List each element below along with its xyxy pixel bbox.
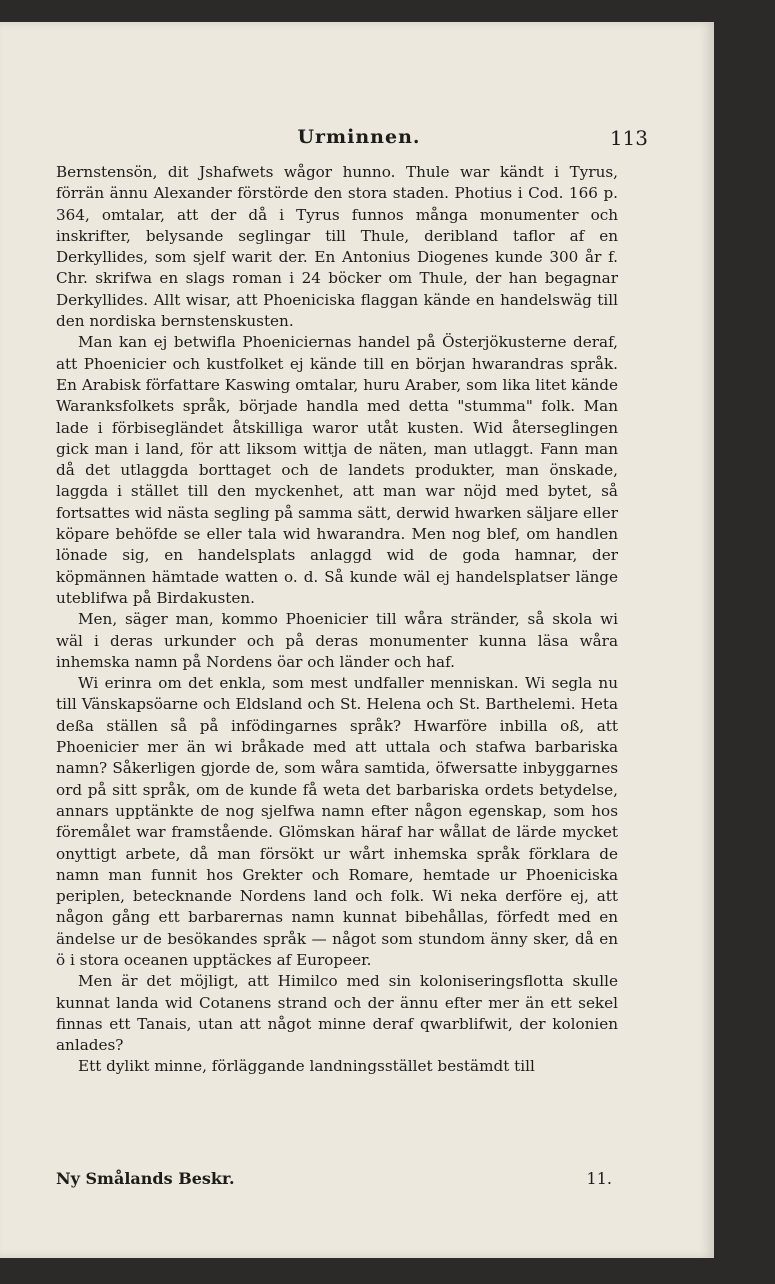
page-number: 113 [609,126,648,150]
paragraph-5: Men är det möjligt, att Himilco med sin koloniseringsflotta skulle kunnat landa wid Cotanens strand och der ännu efter mer än ett sekel finnas ett Tanais, utan att något minne deraf qwarblifwit, der kolonien anlades? [56,972,618,1055]
paragraph-2: Man kan ej betwifla Phoeniciernas handel på Österjökusterne deraf, att Phoenicier och kustfolket ej kände till en början hwarandras språk. En Arabisk författare Kaswing omtalar, huru Araber, som lika litet kände Waranksfolkets språk, började handla med detta "stumma" folk. Man lade i förbisegländet åtskilliga waror utåt kusten. Wid återseglingen gick man i land, för att liksom wittja de näten, man utlaggt. Fann man då det utlaggda borttaget och de landets produkter, man önskade, laggda i stället till den myckenhet, att man war nöjd med bytet, så fortsattes wid nästa segling på samma sätt, derwid hwarken säljare eller köpare behöfde se eller tala wid hwarandra. Men nog blef, om handlen lönade sig, en handelsplats anlaggd wid de goda hamnar, der köpmännen hämtade watten o. d. Så kunde wäl ej handelsplatser länge uteblifwa på Birdakusten. [56,333,618,607]
book-page [0,22,714,1258]
paragraph-6: Ett dylikt minne, förläggande landningsstället bestämdt till [78,1057,535,1076]
printer-signature: Ny Smålands Beskr. [56,1169,235,1188]
paragraph-1: Bernstensön, dit Jshafwets wågor hunno. Thule war kändt i Tyrus, förrän ännu Alexander förstörde den stora staden. Photius i Cod. 166 p. 364, omtalar, att der då i Tyrus funnos många monumenter och inskrifter, belysande seglingar till Thule, deribland taflor af en Derkyllides, som sjelf warit der. En Antonius Diogenes kunde 300 år f. Chr. skrifwa en slags roman i 24 böcker om Thule, der han begagnar Derkyllides. Allt wisar, att Phoeniciska flaggan kände en handelswäg till den nordiska bernstenskusten. [56,163,618,331]
signature-line [56,1169,612,1193]
sheet-number: 11. [586,1169,612,1188]
body-text [56,162,618,1078]
paragraph-3: Men, säger man, kommo Phoenicier till wåra stränder, så skola wi wäl i deras urkunder och på deras monumenter kunna läsa wåra inhemska namn på Nordens öar och länder och haf. [56,610,618,671]
running-header [54,126,664,156]
running-title: Urminnen. [297,126,421,148]
paragraph-4: Wi erinra om det enkla, som mest undfaller menniskan. Wi segla nu till Vänskapsöarne och Eldsland och St. Helena och St. Barthelemi. Heta deßa ställen så på infödingarnes språk? Hwarföre inbilla oß, att Phoenicier mer än wi bråkade med att uttala och stafwa barbariska namn? Såkerligen gjorde de, som wåra samtida, öfwersatte inbyggarnes ord på sitt språk, om de kunde få weta det barbariska ordets betydelse, annars upptänkte de nog sjelfwa namn efter någon egenskap, som hos föremålet war framstående. Glömskan häraf har wållat de lärde mycket onyttigt arbete, då man försökt ur wårt inhemska språk förklara de namn man funnit hos Grekter och Romare, hemtade ur Phoeniciska periplen, betecknande Nordens land och folk. Wi neka derföre ej, att någon gång ett barbarernas namn kunnat bibehållas, förfedt med en ändelse ur de besökandes språk — något som stundom änny sker, då en ö i stora oceanen upptäckes af Europeer. [56,674,618,969]
